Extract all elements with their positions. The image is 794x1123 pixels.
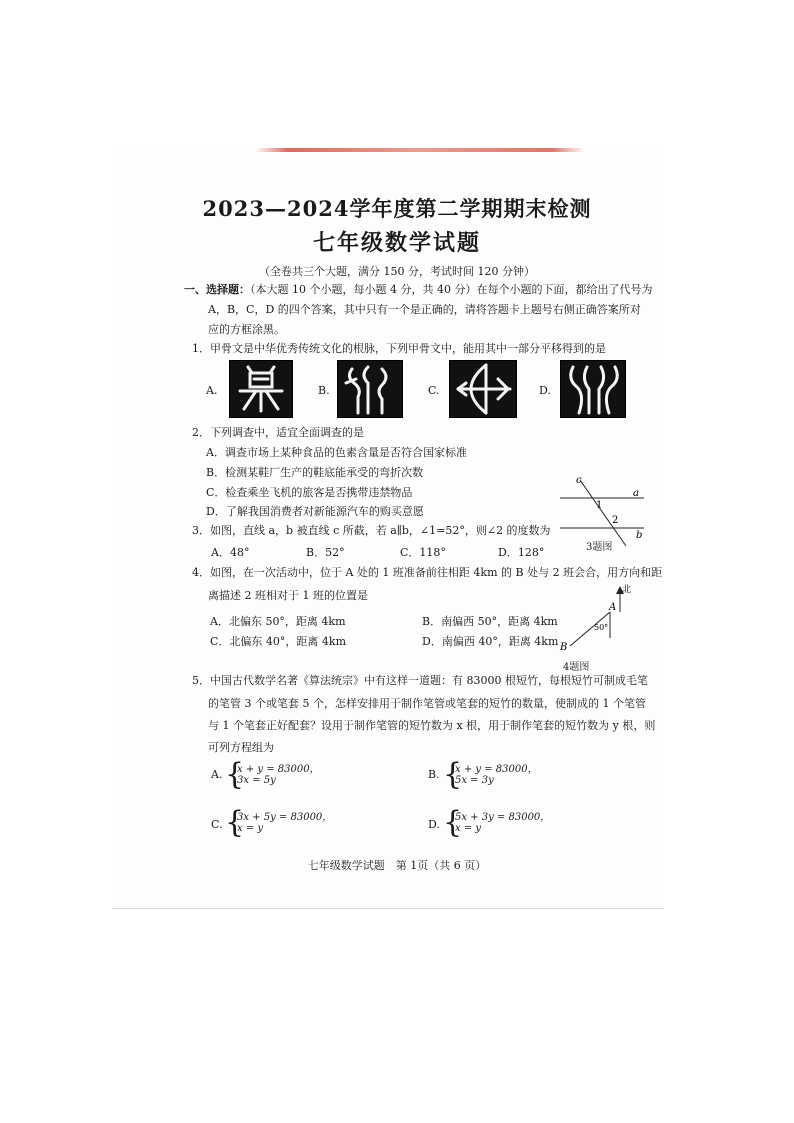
q5-option-b-label: B. bbox=[428, 768, 440, 781]
q5-option-d-brace: { bbox=[443, 805, 463, 840]
q1-option-c-oracle-image bbox=[449, 360, 517, 418]
q4-stem-line2: 离描述 2 班相对于 1 班的位置是 bbox=[208, 589, 368, 602]
q5-option-d-eq1: 5x + 3y = 83000， bbox=[455, 812, 551, 823]
q5-option-c-brace: { bbox=[225, 805, 245, 840]
q4-label-angle: 50° bbox=[594, 623, 609, 632]
q5-option-a-eq1: x + y = 83000， bbox=[237, 764, 320, 775]
q5-option-d-label: D. bbox=[428, 818, 440, 831]
q5-option-b-eq1: x + y = 83000， bbox=[455, 764, 538, 775]
q3-label-c: c bbox=[576, 475, 582, 486]
q4-label-north: 北 bbox=[622, 585, 632, 595]
q1-stem: 1．甲骨文是中华优秀传统文化的根脉，下列甲骨文中，能用其中一部分平移得到的是 bbox=[192, 342, 606, 355]
exam-title-line2: 七年级数学试题 bbox=[312, 230, 481, 256]
q3-line-c bbox=[580, 480, 626, 546]
q4-label-a: A bbox=[609, 602, 617, 613]
q4-label-b: B bbox=[560, 642, 568, 653]
q1-option-a-oracle-image bbox=[229, 360, 293, 418]
q5-option-a-label: A. bbox=[211, 768, 223, 781]
q5-option-a-brace: { bbox=[225, 757, 245, 792]
q5-stem-line2: 的笔管 3 个或笔套 5 个，怎样安排用于制作笔管或笔套的短竹的数量，使制成的 1 个笔管 bbox=[208, 697, 646, 710]
oracle-glyph-b-icon bbox=[338, 361, 402, 417]
q1-option-b-label: B. bbox=[318, 384, 330, 397]
q5-option-d-eq2: x = y bbox=[455, 823, 482, 834]
q2-option-a: A．调查市场上某种食品的色素含量是否符合国家标准 bbox=[206, 446, 467, 459]
q3-label-a: a bbox=[633, 488, 639, 499]
q4-figure-caption: 4题图 bbox=[563, 662, 590, 673]
q5-option-c-eq2: x = y bbox=[237, 823, 264, 834]
q4-option-b: B．南偏西 50°，距离 4km bbox=[422, 615, 558, 628]
oracle-glyph-d-icon bbox=[561, 361, 625, 417]
exam-note: （全卷共三个大题，满分 150 分，考试时间 120 分钟） bbox=[259, 265, 535, 278]
q1-option-a-label: A. bbox=[206, 384, 218, 397]
q4-option-a: A．北偏东 50°，距离 4km bbox=[210, 615, 346, 628]
section1-intro-line3: 应的方框涂黑。 bbox=[208, 323, 285, 336]
q4-option-d: D．南偏西 40°，距离 4km bbox=[422, 635, 559, 648]
q2-option-c: C．检查乘坐飞机的旅客是否携带违禁物品 bbox=[206, 486, 413, 499]
q1-option-d-label: D. bbox=[539, 384, 551, 397]
q5-option-b-brace: { bbox=[443, 757, 463, 792]
q2-option-b: B．检测某鞋厂生产的鞋底能承受的弯折次数 bbox=[206, 466, 424, 479]
q3-option-d: D．128° bbox=[498, 546, 545, 559]
q5-stem-line3: 与 1 个笔套正好配套？设用于制作笔管的短竹数为 x 根，用于制作笔套的短竹数为 y 根，则 bbox=[208, 719, 656, 732]
q5-stem-line1: 5．中国古代数学名著《算法统宗》中有这样一道题：有 83000 根短竹，每根短竹可制成毛笔 bbox=[192, 674, 648, 687]
page-footer: 七年级数学试题 第 1页（共 6 页） bbox=[307, 859, 487, 872]
q5-stem-line4: 可列方程组为 bbox=[208, 741, 274, 754]
section1-intro-line1 bbox=[184, 283, 652, 297]
q4-stem-line1: 4．如图，在一次活动中，位于 A 处的 1 班准备前往相距 4km 的 B 处与 2 班会合，用方向和距 bbox=[192, 566, 663, 579]
q3-label-b: b bbox=[636, 530, 643, 541]
q5-option-a-eq2: 3x = 5y bbox=[237, 775, 276, 786]
oracle-glyph-c-bow-icon bbox=[450, 361, 516, 417]
q1-option-b-oracle-image bbox=[337, 360, 403, 418]
q4-figure bbox=[556, 582, 634, 660]
section1-intro-text: （本大题 10 个小题，每小题 4 分，共 40 分）在每个小题的下面，都给出了代号为 bbox=[250, 283, 653, 296]
q3-stem: 3．如图，直线 a，b 被直线 c 所截，若 a∥b，∠1=52°，则∠2 的度数为 bbox=[192, 524, 551, 537]
oracle-glyph-a-icon bbox=[230, 361, 292, 417]
q3-option-a: A．48° bbox=[211, 546, 250, 559]
q3-figure-caption: 3题图 bbox=[586, 542, 613, 553]
exam-title-line1: 2023—2024学年度第二学期期末检测 bbox=[202, 196, 592, 221]
q2-option-d: D．了解我国消费者对新能源汽车的购买意愿 bbox=[206, 505, 424, 518]
q1-option-d-oracle-image bbox=[560, 360, 626, 418]
section1-intro-line2: A，B，C，D 的四个答案，其中只有一个是正确的，请将答题卡上题号右侧正确答案所对 bbox=[208, 303, 641, 316]
q3-label-angle1: 1 bbox=[596, 500, 603, 511]
paper-edge-strip bbox=[255, 148, 585, 152]
q4-option-c: C．北偏东 40°，距离 4km bbox=[210, 635, 347, 648]
q3-label-angle2: 2 bbox=[612, 515, 619, 526]
q1-option-c-label: C. bbox=[428, 384, 440, 397]
q3-option-c: C．118° bbox=[400, 546, 446, 559]
q5-option-c-eq1: 3x + 5y = 83000， bbox=[237, 812, 333, 823]
q2-stem: 2．下列调查中，适宜全面调查的是 bbox=[192, 426, 364, 439]
q3-option-b: B．52° bbox=[306, 546, 345, 559]
q5-option-c-label: C. bbox=[211, 818, 223, 831]
q5-option-b-eq2: 5x = 3y bbox=[455, 775, 494, 786]
section1-heading: 一、选择题： bbox=[184, 283, 250, 296]
